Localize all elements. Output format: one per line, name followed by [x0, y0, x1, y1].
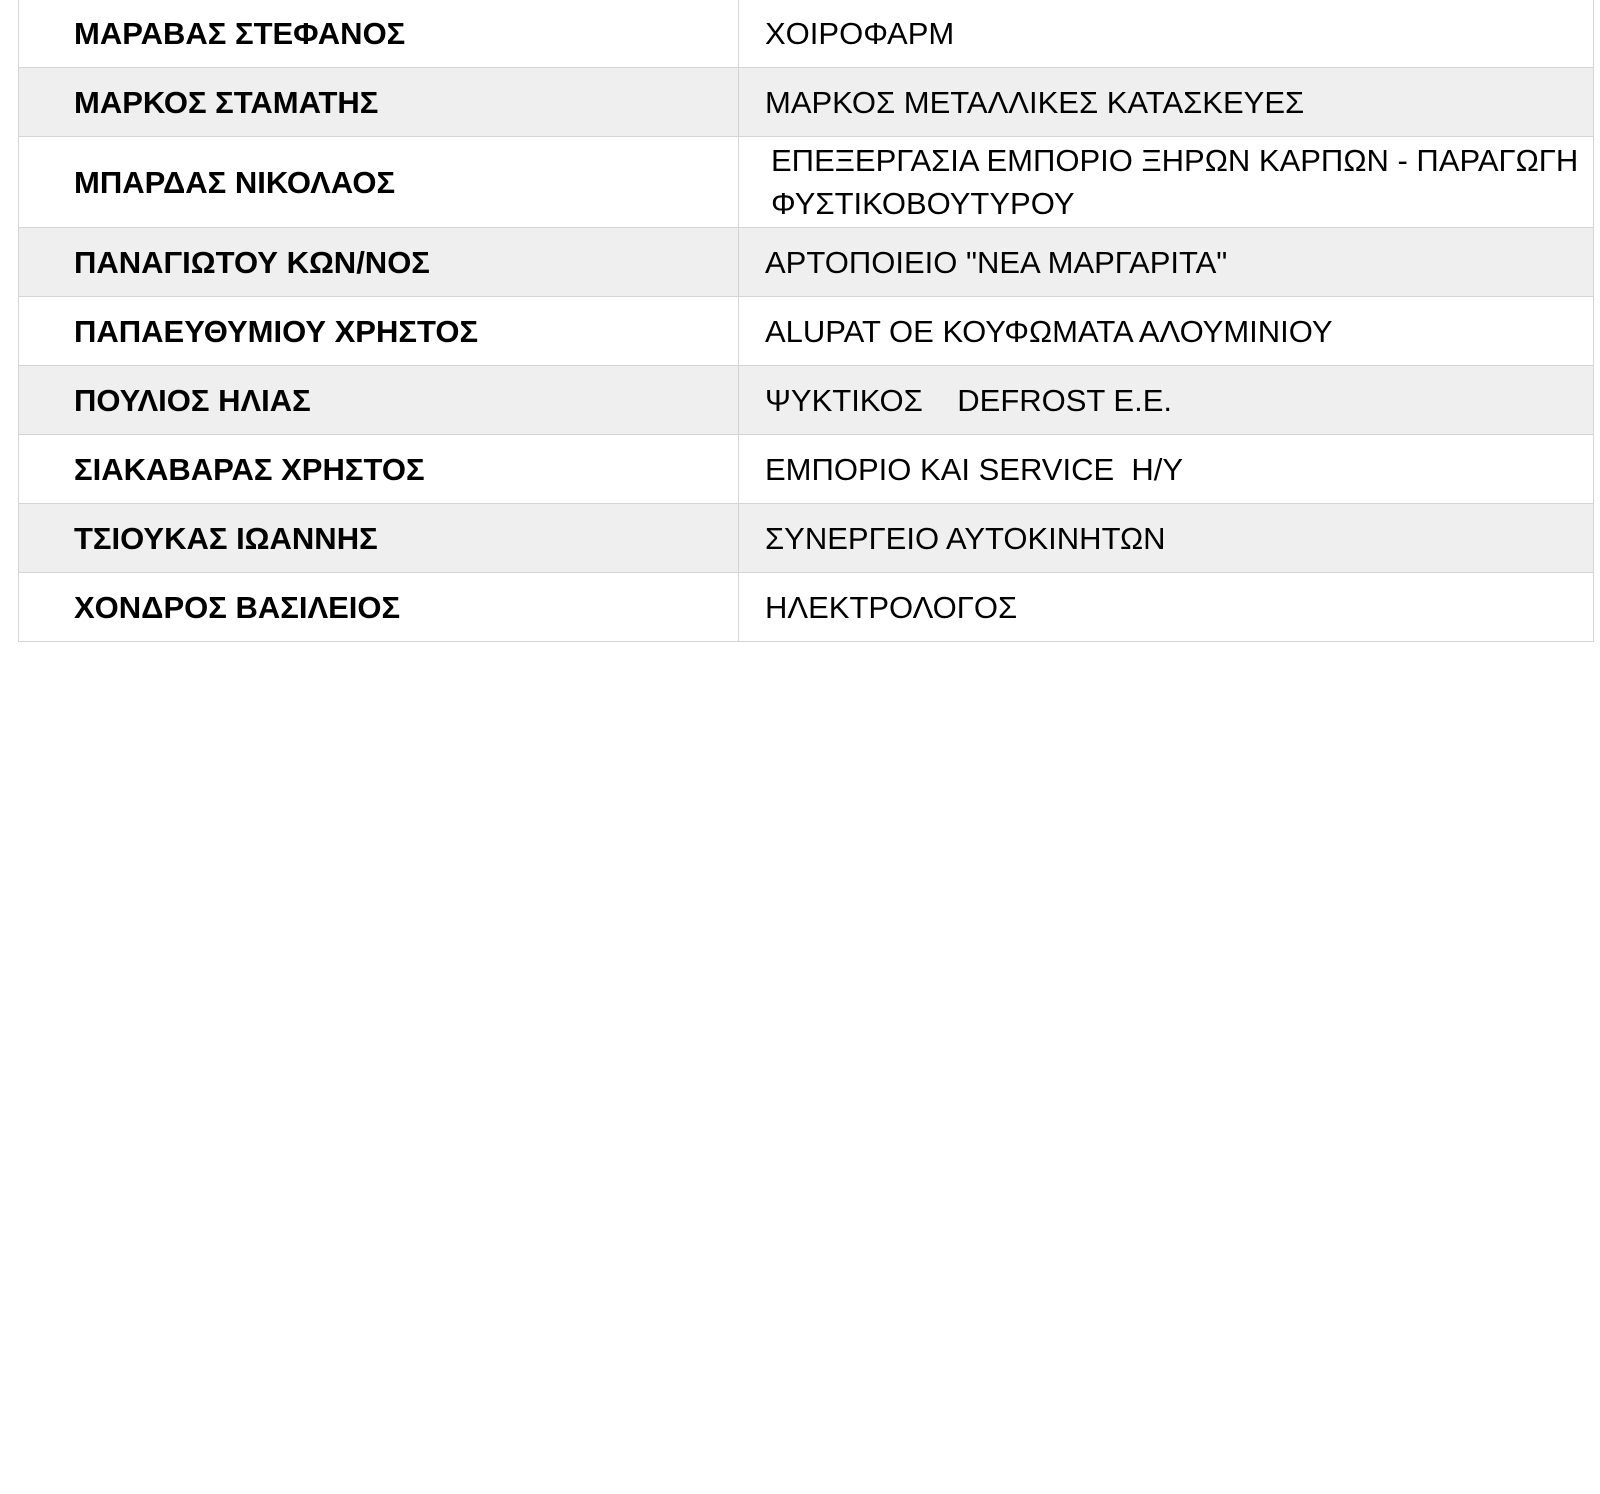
member-name-cell: ΤΣΙΟΥΚΑΣ ΙΩΑΝΝΗΣ	[19, 504, 739, 573]
business-cell: ΜΑΡΚΟΣ ΜΕΤΑΛΛΙΚΕΣ ΚΑΤΑΣΚΕΥΕΣ	[739, 68, 1594, 137]
business-cell: ΑΡΤΟΠΟΙΕΙΟ "ΝΕΑ ΜΑΡΓΑΡΙΤΑ"	[739, 228, 1594, 297]
table-row	[19, 137, 1594, 228]
table-row	[19, 435, 1594, 504]
business-cell: ΕΠΕΞΕΡΓΑΣΙΑ ΕΜΠΟΡΙΟ ΞΗΡΩΝ ΚΑΡΠΩΝ - ΠΑΡΑΓΩΓΗ ΦΥΣΤΙΚΟΒΟΥΤΥΡΟΥ	[739, 137, 1594, 228]
business-cell: ΧΟΙΡΟΦΑΡΜ	[739, 0, 1594, 68]
member-name-cell: ΠΑΝΑΓΙΩΤΟΥ ΚΩΝ/ΝΟΣ	[19, 228, 739, 297]
table-row	[19, 504, 1594, 573]
table-row	[19, 68, 1594, 137]
table-row	[19, 228, 1594, 297]
business-cell: ΕΜΠΟΡΙΟ ΚΑΙ SERVICE Η/Υ	[739, 435, 1594, 504]
member-name-cell: ΠΑΠΑΕΥΘΥΜΙΟΥ ΧΡΗΣΤΟΣ	[19, 297, 739, 366]
business-cell: ΣΥΝΕΡΓΕΙΟ ΑΥΤΟΚΙΝΗΤΩΝ	[739, 504, 1594, 573]
member-name-cell: ΜΠΑΡΔΑΣ ΝΙΚΟΛΑΟΣ	[19, 137, 739, 228]
member-name-cell: ΜΑΡΚΟΣ ΣΤΑΜΑΤΗΣ	[19, 68, 739, 137]
table-row	[19, 297, 1594, 366]
table-row	[19, 366, 1594, 435]
table-row	[19, 0, 1594, 68]
member-name-cell: ΣΙΑΚΑΒΑΡΑΣ ΧΡΗΣΤΟΣ	[19, 435, 739, 504]
members-table-container	[18, 0, 1594, 642]
business-cell: ALUPAT ΟΕ ΚΟΥΦΩΜΑΤΑ ΑΛΟΥΜΙΝΙΟΥ	[739, 297, 1594, 366]
business-cell: ΗΛΕΚΤΡΟΛΟΓΟΣ	[739, 573, 1594, 642]
business-cell: ΨΥΚΤΙΚΟΣ DEFROST E.E.	[739, 366, 1594, 435]
member-name-cell: ΜΑΡΑΒΑΣ ΣΤΕΦΑΝΟΣ	[19, 0, 739, 68]
members-table	[18, 0, 1594, 642]
member-name-cell: ΠΟΥΛΙΟΣ ΗΛΙΑΣ	[19, 366, 739, 435]
member-name-cell: ΧΟΝΔΡΟΣ ΒΑΣΙΛΕΙΟΣ	[19, 573, 739, 642]
table-row	[19, 573, 1594, 642]
